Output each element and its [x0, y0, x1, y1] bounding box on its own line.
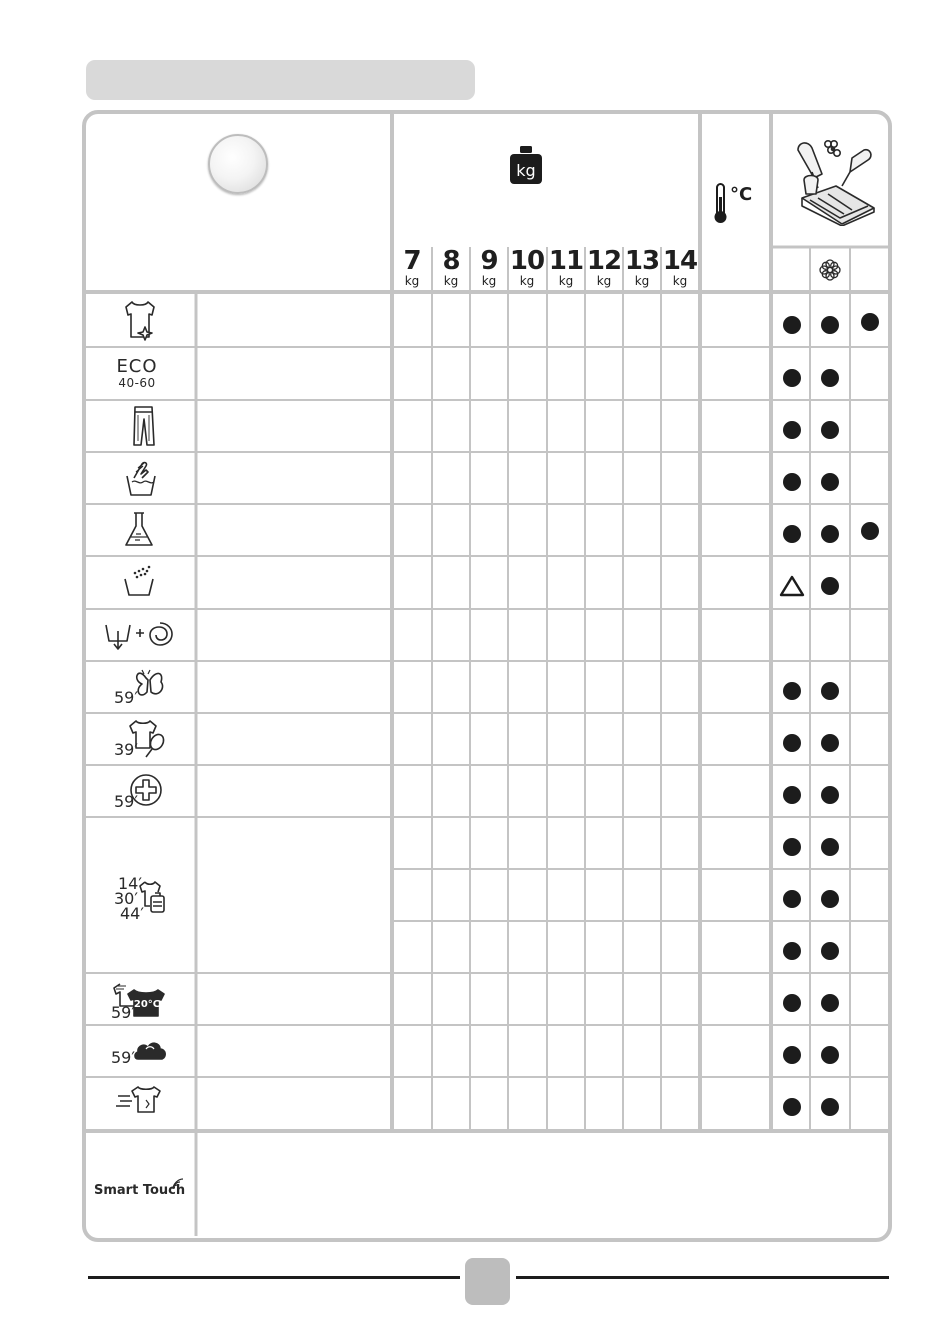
capacity-10kg — [508, 247, 546, 288]
compartment-dot-icon — [821, 838, 839, 856]
footer-rule-right — [516, 1276, 889, 1279]
rinse-spray-icon — [122, 563, 156, 601]
capacity-unit: kg — [481, 274, 497, 288]
drain-spin-icon — [104, 617, 176, 653]
compartment-dot-icon — [821, 369, 839, 387]
footer-rule-left — [88, 1276, 460, 1279]
capacity-unit: kg — [596, 274, 612, 288]
wool-cloud-icon — [134, 1037, 168, 1065]
compartment-dot-icon — [783, 994, 801, 1012]
program-duration-label: 59′ — [111, 1048, 135, 1067]
compartment-dot-icon — [861, 313, 879, 331]
capacity-unit: kg — [634, 274, 650, 288]
capacity-7kg — [393, 247, 431, 288]
capacity-number: 14 — [662, 246, 698, 276]
compartment-dot-icon — [783, 369, 801, 387]
eco-range-label: 40-60 — [118, 376, 156, 390]
compartment-dot-icon — [821, 1098, 839, 1116]
weight-kg-icon — [509, 145, 543, 185]
eco-label: ECO — [116, 356, 158, 377]
page-number-tab — [465, 1258, 510, 1305]
compartment-dot-icon — [821, 421, 839, 439]
program-duration-label: 44′ — [120, 904, 144, 923]
compartment-dot-icon — [821, 473, 839, 491]
capacity-13kg — [623, 247, 661, 288]
compartment-dot-icon — [783, 421, 801, 439]
compartment-dot-icon — [783, 1098, 801, 1116]
rapid-shirt-icon — [138, 880, 168, 914]
detergent-drawer-icon — [792, 136, 876, 226]
eco-40-60-icon — [112, 357, 162, 390]
quick-shirt-icon — [116, 1084, 162, 1116]
smart-touch-signal-icon — [172, 1178, 184, 1190]
program-selector-knob-icon — [208, 134, 268, 194]
compartment-dot-icon — [821, 786, 839, 804]
capacity-unit: kg — [558, 274, 574, 288]
compartment-dot-icon — [821, 942, 839, 960]
hand-wash-icon — [124, 460, 158, 498]
capacity-number: 10 — [509, 246, 545, 276]
compartment-dot-icon — [783, 942, 801, 960]
compartment-dot-icon — [821, 994, 839, 1012]
capacity-number: 12 — [586, 246, 622, 276]
compartment-dot-icon — [821, 734, 839, 752]
compartment-dot-icon — [783, 838, 801, 856]
capacity-12kg — [585, 247, 623, 288]
compartment-dot-icon — [821, 1046, 839, 1064]
compartment-dot-icon — [821, 890, 839, 908]
compartment-triangle-icon — [779, 575, 805, 597]
compartment-dot-icon — [783, 890, 801, 908]
program-duration-label: 59′ — [114, 688, 138, 707]
compartment-dot-icon — [821, 316, 839, 334]
capacity-9kg — [470, 247, 508, 288]
compartment-dot-icon — [821, 577, 839, 595]
capacity-number: 7 — [403, 246, 421, 276]
program-duration-label: 14′ — [118, 874, 142, 893]
jeans-icon — [128, 405, 158, 447]
capacity-unit: kg — [443, 274, 459, 288]
capacity-number: 8 — [442, 246, 460, 276]
compartment-dot-icon — [783, 525, 801, 543]
capacity-number: 11 — [548, 246, 584, 276]
compartment-dot-icon — [821, 525, 839, 543]
capacity-unit: kg — [404, 274, 420, 288]
capacity-unit: kg — [672, 274, 688, 288]
capacity-14kg — [661, 247, 699, 288]
program-duration-label: 39′ — [114, 740, 138, 759]
temperature-unit-label: °C — [730, 184, 753, 205]
capacity-11kg — [547, 247, 585, 288]
flask-icon — [122, 510, 156, 550]
mixed-shirt-icon — [122, 299, 158, 341]
capacity-8kg — [432, 247, 470, 288]
capacity-number: 13 — [624, 246, 660, 276]
compartment-dot-icon — [783, 316, 801, 334]
smart-touch-label: Smart Touch — [94, 1183, 186, 1198]
softener-flower-icon — [818, 258, 842, 282]
program-duration-label: 30′ — [114, 889, 138, 908]
compartment-dot-icon — [783, 1046, 801, 1064]
capacity-unit: kg — [519, 274, 535, 288]
compartment-dot-icon — [783, 473, 801, 491]
program-duration-label: 59′ — [111, 1003, 135, 1022]
compartment-dot-icon — [821, 682, 839, 700]
weight-symbol-label: kg — [516, 161, 536, 180]
compartment-dot-icon — [783, 734, 801, 752]
compartment-dot-icon — [783, 786, 801, 804]
compartment-dot-icon — [861, 522, 879, 540]
compartment-dot-icon — [783, 682, 801, 700]
capacity-number: 9 — [480, 246, 498, 276]
program-duration-label: 59′ — [114, 792, 138, 811]
delicate-butterfly-icon — [134, 668, 164, 702]
cold-temp-badge: 20°C — [133, 999, 161, 1010]
